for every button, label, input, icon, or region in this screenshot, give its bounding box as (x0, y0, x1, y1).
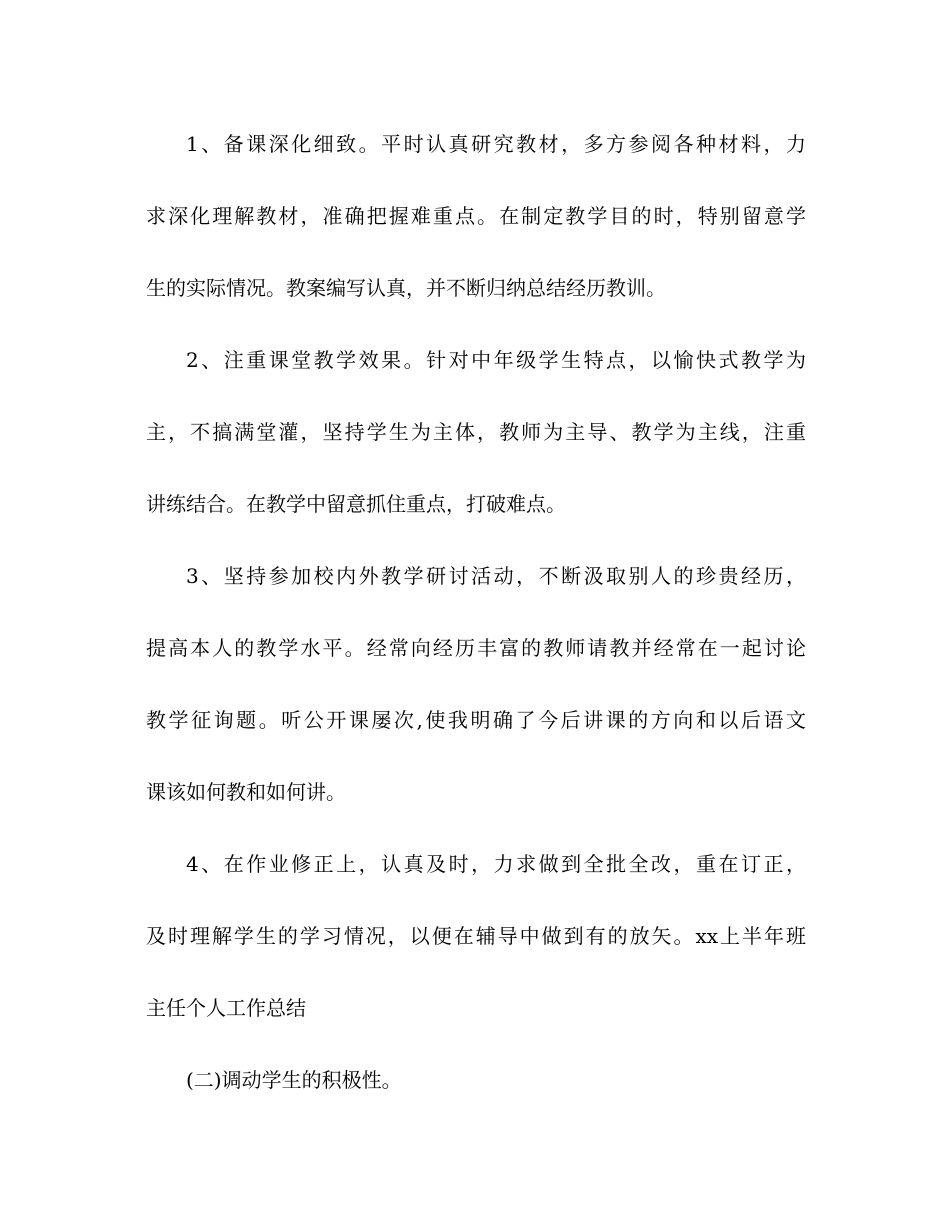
paragraph-1-line-1: 1、备课深化细致。平时认真研究教材，多方参阅各种材料，力 (186, 132, 806, 156)
paragraph-2-line-1: 2、注重课堂教学效果。针对中年级学生特点，以愉快式教学为 (186, 348, 806, 372)
section-heading-2: (二)调动学生的积极性。 (186, 1068, 402, 1092)
paragraph-2-line-2: 主，不搞满堂灌，坚持学生为主体，教师为主导、教学为主线，注重 (146, 420, 806, 444)
paragraph-2-line-3: 讲练结合。在教学中留意抓住重点，打破难点。 (146, 492, 566, 516)
paragraph-3-line-1: 3、坚持参加校内外教学研讨活动，不断汲取别人的珍贵经历， (186, 564, 806, 588)
paragraph-3-line-4: 课该如何教和如何讲。 (146, 780, 346, 804)
paragraph-1-line-2: 求深化理解教材，准确把握难重点。在制定教学目的时，特别留意学 (146, 204, 806, 228)
paragraph-3-line-3: 教学征询题。听公开课屡次,使我明确了今后讲课的方向和以后语文 (146, 708, 806, 732)
paragraph-1-line-3: 生的实际情况。教案编写认真，并不断归纳总结经历教训。 (146, 276, 666, 300)
paragraph-3-line-2: 提高本人的教学水平。经常向经历丰富的教师请教并经常在一起讨论 (146, 636, 806, 660)
paragraph-4-line-3: 主任个人工作总结 (146, 996, 306, 1020)
paragraph-4-line-2: 及时理解学生的学习情况，以便在辅导中做到有的放矢。xx上半年班 (146, 924, 806, 948)
paragraph-4-line-1: 4、在作业修正上，认真及时，力求做到全批全改，重在订正， (186, 852, 806, 876)
